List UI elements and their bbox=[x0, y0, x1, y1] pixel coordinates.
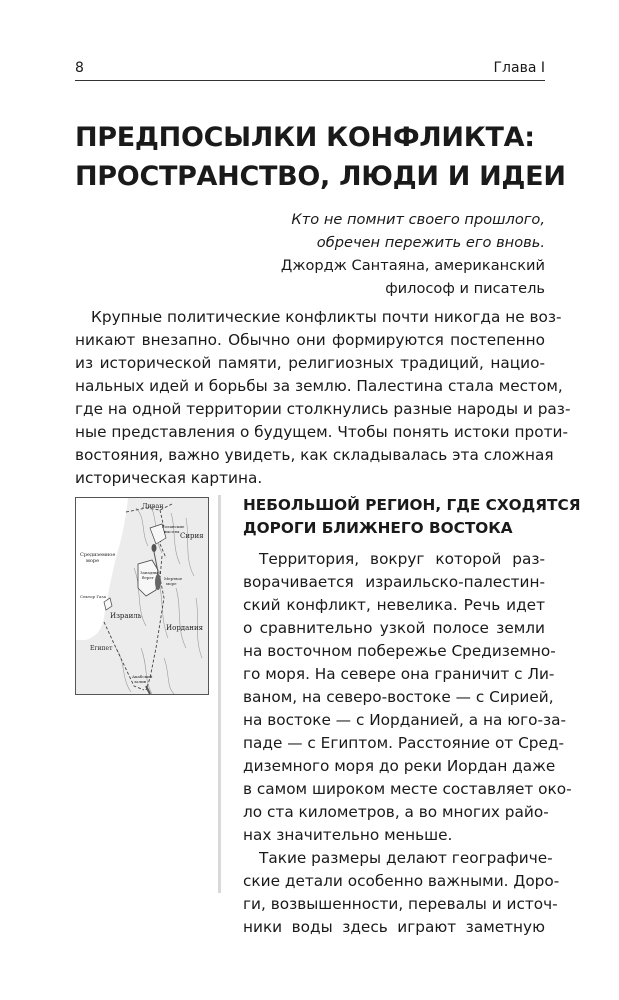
text-line: о сравнительно узкой полосе земли bbox=[243, 619, 545, 637]
map-label-egypt: Египет bbox=[90, 645, 113, 652]
text-line: ги, возвышенности, перевалы и источ- bbox=[243, 895, 558, 913]
text-line: из исторической памяти, религиозных традиций, нацио- bbox=[75, 354, 545, 372]
map-label-gaza: Сектор Газа bbox=[80, 594, 106, 599]
map-label-golan: высоты bbox=[164, 529, 180, 534]
epigraph-author-line: Джордж Сантаяна, американский bbox=[280, 257, 545, 274]
section-body bbox=[243, 548, 572, 939]
text-line: Такие размеры делают географиче- bbox=[259, 849, 553, 867]
page-number: 8 bbox=[75, 60, 84, 76]
chapter-label: Глава I bbox=[493, 60, 545, 76]
title-line: ПРЕДПОСЫЛКИ КОНФЛИКТА: bbox=[75, 122, 535, 153]
epigraph-author-line: философ и писатель bbox=[385, 280, 545, 297]
text-line: ские детали особенно важными. Доро- bbox=[243, 872, 560, 890]
text-line: го моря. На севере она граничит с Ли- bbox=[243, 665, 555, 683]
map-label-lebanon: Ливан bbox=[142, 502, 164, 510]
epigraph-quote-line: Кто не помнит своего прошлого, bbox=[291, 211, 545, 228]
section-heading bbox=[243, 494, 580, 540]
text-line: на восточном побережье Средиземно- bbox=[243, 642, 556, 660]
text-line: где на одной территории столкнулись разные народы и раз- bbox=[75, 400, 571, 418]
running-header bbox=[75, 58, 545, 81]
map-label-mediterranean: море bbox=[86, 558, 100, 564]
sea-of-galilee bbox=[152, 544, 157, 552]
text-line: ваном, на северо-востоке — с Сирией, bbox=[243, 688, 554, 706]
text-line: ники воды здесь играют заметную bbox=[243, 918, 545, 936]
chapter-title bbox=[75, 118, 566, 196]
map-label-mediterranean: Средиземное bbox=[80, 552, 116, 558]
map-graphic bbox=[76, 498, 208, 694]
map-label-syria: Сирия bbox=[180, 532, 204, 540]
section-heading-line: ДОРОГИ БЛИЖНЕГО ВОСТОКА bbox=[243, 519, 513, 537]
map-label-aqaba: Акабский bbox=[132, 674, 153, 679]
text-line: ные представления о будущем. Чтобы понять истоки проти- bbox=[75, 423, 568, 441]
text-line: востояния, важно увидеть, как складывалась эта сложная bbox=[75, 446, 554, 464]
title-line: ПРОСТРАНСТВО, ЛЮДИ И ИДЕИ bbox=[75, 161, 566, 192]
text-line: на востоке — с Иорданией, а на юго-за- bbox=[243, 711, 567, 729]
text-line: нальных идей и борьбы за землю. Палестина стала местом, bbox=[75, 377, 563, 395]
map-label-dead-sea: море bbox=[166, 581, 177, 586]
map-label-israel: Израиль bbox=[110, 612, 142, 620]
epigraph bbox=[281, 208, 545, 300]
text-line: Крупные политические конфликты почти никогда не воз- bbox=[91, 308, 562, 326]
text-line: никают внезапно. Обычно они формируются постепенно bbox=[75, 331, 545, 349]
map-label-dead-sea: Мертвое bbox=[164, 576, 183, 581]
text-line: в самом широком месте составляет око- bbox=[243, 780, 572, 798]
dead-sea bbox=[155, 574, 161, 590]
section-heading-line: НЕБОЛЬШОЙ РЕГИОН, ГДЕ СХОДЯТСЯ bbox=[243, 496, 581, 514]
map-label-aqaba: залив bbox=[134, 679, 147, 684]
map-label-west-bank: Западный bbox=[140, 570, 161, 575]
text-line: Территория, вокруг которой раз- bbox=[259, 550, 545, 568]
epigraph-quote-line: обречен пережить его вновь. bbox=[316, 234, 545, 251]
text-line: ский конфликт, невелика. Речь идет bbox=[243, 596, 545, 614]
region-map bbox=[75, 497, 209, 695]
text-line: нах значительно меньше. bbox=[243, 826, 453, 844]
column-divider bbox=[218, 495, 221, 893]
text-line: диземного моря до реки Иордан даже bbox=[243, 757, 556, 775]
map-label-golan: Голанские bbox=[162, 524, 185, 529]
text-line: ло ста километров, а во многих райо- bbox=[243, 803, 549, 821]
text-line: паде — с Египтом. Расстояние от Сред- bbox=[243, 734, 564, 752]
intro-paragraph bbox=[75, 306, 571, 490]
text-line: ворачивается израильско-палестин- bbox=[243, 573, 545, 591]
text-line: историческая картина. bbox=[75, 469, 263, 487]
map-label-west-bank: берег bbox=[142, 575, 154, 580]
map-label-jordan: Иордания bbox=[166, 624, 204, 632]
